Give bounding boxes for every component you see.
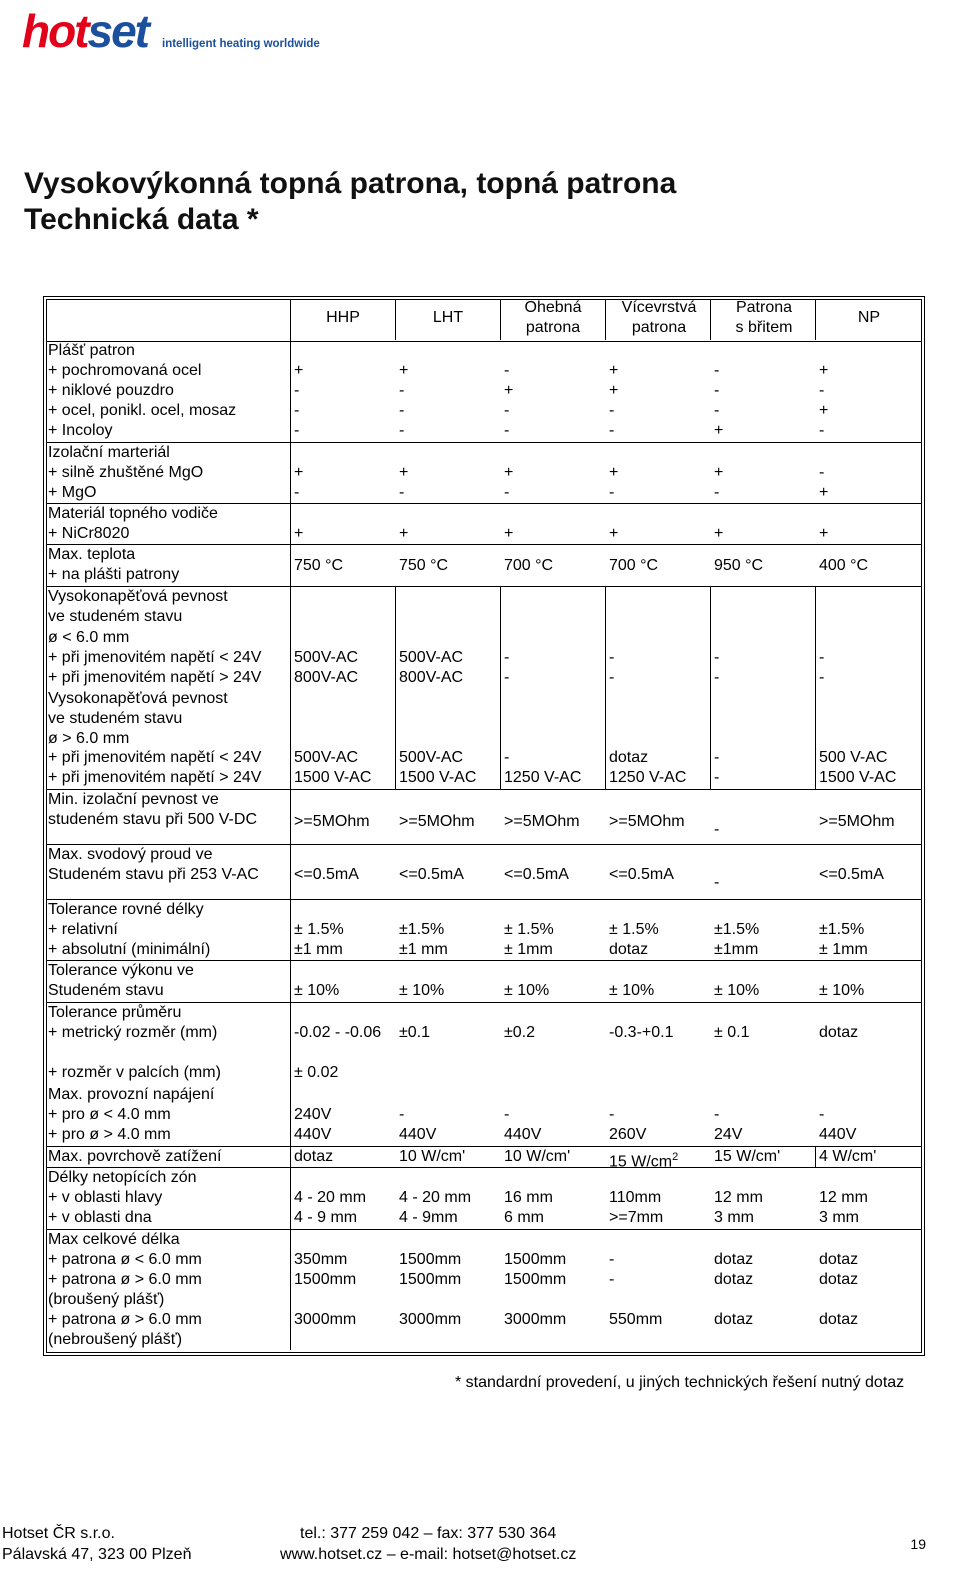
row-divider bbox=[46, 960, 922, 961]
page-number: 19 bbox=[910, 1536, 926, 1552]
row-label: + MgO bbox=[48, 484, 97, 501]
row-label: Vysokonapěťová pevnost bbox=[48, 690, 228, 707]
table-cell: ±1 mm bbox=[294, 941, 343, 958]
table-cell: 1500mm bbox=[504, 1271, 567, 1288]
row-divider bbox=[46, 1229, 922, 1230]
column-divider bbox=[290, 299, 291, 1350]
table-cell: + bbox=[714, 464, 724, 481]
title-line-1: Vysokovýkonná topná patrona, topná patrona bbox=[24, 167, 677, 200]
row-label: + při jmenovitém napětí > 24V bbox=[48, 769, 262, 786]
table-cell: 350mm bbox=[294, 1251, 348, 1268]
table-cell: 800V-AC bbox=[294, 669, 359, 686]
table-cell: - bbox=[399, 382, 405, 399]
table-cell: ±0.1 bbox=[399, 1024, 431, 1041]
footer-phones: tel.: 377 259 042 – fax: 377 530 364 bbox=[300, 1525, 557, 1542]
table-cell: 500V-AC bbox=[294, 649, 359, 666]
table-cell: - bbox=[504, 749, 510, 766]
table-cell: ± 10% bbox=[819, 982, 865, 999]
logo-wordmark: hotset bbox=[22, 5, 148, 57]
table-cell: - bbox=[504, 402, 510, 419]
row-label: Max. teplota bbox=[48, 546, 136, 563]
column-divider bbox=[710, 299, 711, 340]
table-cell: + bbox=[399, 525, 409, 542]
table-cell: 500 V-AC bbox=[819, 749, 888, 766]
table-cell: + bbox=[294, 525, 304, 542]
column-divider bbox=[815, 299, 816, 340]
table-cell: - bbox=[714, 382, 720, 399]
table-cell: 1500 V-AC bbox=[819, 769, 897, 786]
table-cell: 4 - 9mm bbox=[399, 1209, 458, 1226]
row-label: Max celkové délka bbox=[48, 1231, 180, 1248]
table-cell: 440V bbox=[399, 1126, 437, 1143]
table-cell: 16 mm bbox=[504, 1189, 553, 1206]
row-label: + metrický rozměr (mm) bbox=[48, 1024, 218, 1041]
table-cell: - bbox=[714, 874, 720, 891]
table-cell: 4 - 20 mm bbox=[399, 1189, 472, 1206]
table-cell: + bbox=[504, 382, 514, 399]
row-label: + při jmenovitém napětí < 24V bbox=[48, 649, 262, 666]
row-label: + při jmenovitém napětí > 24V bbox=[48, 669, 262, 686]
table-cell: >=5MOhm bbox=[609, 813, 685, 830]
table-cell: -0.02 - -0.06 bbox=[294, 1024, 382, 1041]
row-label: ø > 6.0 mm bbox=[48, 730, 130, 747]
table-cell: + bbox=[819, 525, 829, 542]
column-header-line: HHP bbox=[326, 309, 360, 326]
table-cell: - bbox=[819, 464, 825, 481]
row-label: + relativní bbox=[48, 921, 118, 938]
column-header bbox=[819, 308, 919, 328]
table-cell: - bbox=[609, 649, 615, 666]
table-cell: - bbox=[819, 649, 825, 666]
table-cell: dotaz bbox=[714, 1311, 754, 1328]
table-cell: 1250 V-AC bbox=[504, 769, 582, 786]
table-cell: + bbox=[609, 525, 619, 542]
table-cell: 500V-AC bbox=[399, 649, 464, 666]
column-header bbox=[293, 308, 393, 328]
column-header-line: Patrona bbox=[735, 299, 793, 316]
row-divider bbox=[46, 503, 922, 504]
row-label: + NiCr8020 bbox=[48, 525, 130, 542]
row-label: Max. provozní napájení bbox=[48, 1086, 215, 1103]
table-cell: ±1.5% bbox=[819, 921, 865, 938]
column-header-line: patrona bbox=[631, 319, 687, 336]
column-divider bbox=[395, 299, 396, 340]
table-cell: - bbox=[609, 669, 615, 686]
row-divider bbox=[46, 442, 922, 443]
row-divider bbox=[46, 789, 922, 790]
table-cell: - bbox=[294, 382, 300, 399]
column-divider bbox=[815, 1146, 816, 1167]
row-divider bbox=[46, 341, 922, 342]
table-cell: - bbox=[714, 769, 720, 786]
table-cell: 10 W/cm' bbox=[399, 1148, 466, 1165]
row-label: + patrona ø < 6.0 mm bbox=[48, 1251, 202, 1268]
row-label: Vysokonapěťová pevnost bbox=[48, 588, 228, 605]
table-cell: 550mm bbox=[609, 1311, 663, 1328]
row-label: + patrona ø > 6.0 mm bbox=[48, 1271, 202, 1288]
table-cell: >=5MOhm bbox=[399, 813, 475, 830]
table-cell: 3000mm bbox=[504, 1311, 567, 1328]
row-label: Tolerance průměru bbox=[48, 1004, 182, 1021]
table-cell: dotaz bbox=[609, 941, 649, 958]
table-cell: 440V bbox=[504, 1126, 542, 1143]
table-cell: 1500mm bbox=[294, 1271, 357, 1288]
table-cell: - bbox=[819, 669, 825, 686]
row-label: + ocel, ponikl. ocel, mosaz bbox=[48, 402, 237, 419]
row-label: (nebroušený plášť) bbox=[48, 1331, 183, 1348]
row-label: Plášť patron bbox=[48, 342, 135, 359]
table-cell: - bbox=[609, 484, 615, 501]
table-cell: 750 °C bbox=[294, 557, 344, 574]
table-cell: <=0.5mA bbox=[504, 866, 569, 883]
table-cell: 10 W/cm' bbox=[504, 1148, 571, 1165]
row-label: Studeném stavu při 253 V-AC bbox=[48, 866, 259, 883]
table-cell: ±1mm bbox=[714, 941, 759, 958]
row-label: Materiál topného vodiče bbox=[48, 505, 218, 522]
row-label: + při jmenovitém napětí < 24V bbox=[48, 749, 262, 766]
table-cell: + bbox=[609, 362, 619, 379]
column-header bbox=[398, 308, 498, 328]
row-label: ø < 6.0 mm bbox=[48, 629, 130, 646]
unit-superscript: 2 bbox=[672, 1151, 679, 1163]
table-cell: 1500mm bbox=[399, 1251, 462, 1268]
column-divider bbox=[710, 586, 711, 789]
table-cell: ± 10% bbox=[399, 982, 445, 999]
table-cell: - bbox=[609, 1106, 615, 1123]
row-label: + v oblasti hlavy bbox=[48, 1189, 163, 1206]
table-cell: - bbox=[399, 1106, 405, 1123]
row-label: + patrona ø > 6.0 mm bbox=[48, 1311, 202, 1328]
column-divider bbox=[605, 586, 606, 789]
table-cell: - bbox=[714, 402, 720, 419]
hotset-logo bbox=[22, 5, 322, 57]
table-cell: - bbox=[399, 484, 405, 501]
table-cell: - bbox=[399, 422, 405, 439]
row-divider bbox=[46, 1167, 922, 1168]
table-cell: ± 1.5% bbox=[294, 921, 344, 938]
table-cell: + bbox=[819, 484, 829, 501]
table-cell: - bbox=[294, 422, 300, 439]
table-cell: - bbox=[399, 402, 405, 419]
table-cell: - bbox=[714, 1106, 720, 1123]
table-cell: 750 °C bbox=[399, 557, 449, 574]
table-cell: >=5MOhm bbox=[294, 813, 370, 830]
column-header bbox=[503, 298, 603, 338]
table-cell: 12 mm bbox=[714, 1189, 763, 1206]
table-cell: dotaz bbox=[609, 749, 649, 766]
table-cell: - bbox=[714, 821, 720, 838]
table-cell: <=0.5mA bbox=[294, 866, 359, 883]
table-cell: - bbox=[819, 422, 825, 439]
column-divider bbox=[500, 586, 501, 789]
footer-company: Hotset ČR s.r.o. bbox=[2, 1525, 115, 1542]
table-cell: 3 mm bbox=[714, 1209, 754, 1226]
row-label: + pro ø < 4.0 mm bbox=[48, 1106, 171, 1123]
table-cell: - bbox=[714, 484, 720, 501]
table-cell: dotaz bbox=[819, 1271, 859, 1288]
table-cell: - bbox=[609, 1251, 615, 1268]
row-divider bbox=[46, 586, 922, 587]
table-cell: 3 mm bbox=[819, 1209, 859, 1226]
table-cell: - bbox=[504, 484, 510, 501]
table-cell: <=0.5mA bbox=[399, 866, 464, 883]
table-cell: - bbox=[819, 1106, 825, 1123]
row-label: + absolutní (minimální) bbox=[48, 941, 211, 958]
table-cell: 3000mm bbox=[399, 1311, 462, 1328]
table-cell: + bbox=[504, 525, 514, 542]
table-cell: - bbox=[609, 402, 615, 419]
table-cell: 500V-AC bbox=[399, 749, 464, 766]
table-cell: - bbox=[294, 402, 300, 419]
table-cell: 15 $W/cm^2$ bbox=[609, 1151, 679, 1171]
row-divider bbox=[46, 1146, 922, 1147]
table-cell: + bbox=[714, 525, 724, 542]
row-divider bbox=[46, 899, 922, 900]
row-label: + silně zhuštěné MgO bbox=[48, 464, 204, 481]
table-cell: ± 1.5% bbox=[609, 921, 659, 938]
row-label: Tolerance rovné délky bbox=[48, 901, 204, 918]
table-cell: dotaz bbox=[819, 1311, 859, 1328]
table-cell: ± 1mm bbox=[819, 941, 868, 958]
column-header-line: LHT bbox=[432, 309, 464, 326]
row-label: Délky netopících zón bbox=[48, 1169, 197, 1186]
table-cell: ±1.5% bbox=[399, 921, 445, 938]
table-cell: ± 0.1 bbox=[714, 1024, 750, 1041]
row-label: + rozměr v palcích (mm) bbox=[48, 1064, 221, 1081]
table-cell: - bbox=[504, 669, 510, 686]
table-cell: + bbox=[399, 362, 409, 379]
table-cell: >=5MOhm bbox=[504, 813, 580, 830]
footer-web: www.hotset.cz – e-mail: hotset@hotset.cz bbox=[280, 1546, 577, 1563]
table-cell: - bbox=[714, 649, 720, 666]
row-label: (broušený plášť) bbox=[48, 1291, 165, 1308]
row-label: studeném stavu při 500 V-DC bbox=[48, 811, 257, 828]
column-header-line: Vícevrstvá bbox=[621, 299, 697, 316]
table-cell: - bbox=[714, 669, 720, 686]
table-cell: - bbox=[714, 749, 720, 766]
table-cell: 500V-AC bbox=[294, 749, 359, 766]
table-cell: 6 mm bbox=[504, 1209, 544, 1226]
table-cell: 700 °C bbox=[504, 557, 554, 574]
table-cell: 440V bbox=[294, 1126, 332, 1143]
table-cell: 1500 V-AC bbox=[294, 769, 372, 786]
table-cell: ±1.5% bbox=[714, 921, 760, 938]
table-cell: 12 mm bbox=[819, 1189, 868, 1206]
row-label: ve studeném stavu bbox=[48, 608, 183, 625]
row-label: Tolerance výkonu ve bbox=[48, 962, 194, 979]
row-label: + pochromovaná ocel bbox=[48, 362, 202, 379]
row-label: Studeném stavu bbox=[48, 982, 164, 999]
row-divider bbox=[46, 544, 922, 545]
table-cell: dotaz bbox=[294, 1148, 334, 1165]
column-header bbox=[609, 298, 709, 338]
row-label: + pro ø > 4.0 mm bbox=[48, 1126, 171, 1143]
table-cell: + bbox=[399, 464, 409, 481]
table-cell: 1500mm bbox=[504, 1251, 567, 1268]
table-cell: + bbox=[714, 422, 724, 439]
table-cell: 700 °C bbox=[609, 557, 659, 574]
table-cell: >=7mm bbox=[609, 1209, 664, 1226]
table-cell: 950 °C bbox=[714, 557, 764, 574]
row-label: Izolační marteriál bbox=[48, 444, 170, 461]
logo-tagline: intelligent heating worldwide bbox=[162, 38, 320, 50]
table-cell: 15 W/cm' bbox=[714, 1148, 781, 1165]
table-cell: ± 10% bbox=[714, 982, 760, 999]
table-cell: 400 °C bbox=[819, 557, 869, 574]
table-cell: - bbox=[294, 484, 300, 501]
table-cell: + bbox=[609, 464, 619, 481]
column-header-line: Ohebná bbox=[524, 299, 582, 316]
table-cell: >=5MOhm bbox=[819, 813, 895, 830]
row-divider bbox=[46, 844, 922, 845]
page-title bbox=[24, 166, 676, 238]
table-cell: - bbox=[714, 362, 720, 379]
table-cell: - bbox=[609, 422, 615, 439]
column-header-line: patrona bbox=[525, 319, 581, 336]
table-cell: 1500mm bbox=[399, 1271, 462, 1288]
table-cell: 800V-AC bbox=[399, 669, 464, 686]
row-divider bbox=[46, 1002, 922, 1003]
table-cell: 4 W/cm' bbox=[819, 1148, 877, 1165]
table-cell: 4 - 9 mm bbox=[294, 1209, 358, 1226]
table-cell: 260V bbox=[609, 1126, 647, 1143]
row-label: + niklové pouzdro bbox=[48, 382, 174, 399]
row-label: + Incoloy bbox=[48, 422, 113, 439]
table-cell: 110mm bbox=[609, 1189, 662, 1206]
column-divider bbox=[815, 586, 816, 789]
table-cell: ± 10% bbox=[294, 982, 340, 999]
table-cell: 1250 V-AC bbox=[609, 769, 687, 786]
table-cell: 4 - 20 mm bbox=[294, 1189, 367, 1206]
table-cell: ±1 mm bbox=[399, 941, 448, 958]
table-cell: + bbox=[294, 362, 304, 379]
table-cell: <=0.5mA bbox=[609, 866, 674, 883]
table-cell: ± 10% bbox=[609, 982, 655, 999]
table-cell: + bbox=[609, 382, 619, 399]
table-cell: dotaz bbox=[714, 1251, 754, 1268]
table-cell: - bbox=[504, 1106, 510, 1123]
table-cell: - bbox=[504, 649, 510, 666]
column-header-line: NP bbox=[857, 309, 881, 326]
row-label: ve studeném stavu bbox=[48, 710, 183, 727]
table-cell: dotaz bbox=[819, 1024, 859, 1041]
row-label: + v oblasti dna bbox=[48, 1209, 152, 1226]
table-cell: - bbox=[504, 362, 510, 379]
footnote: * standardní provedení, u jiných technických řešení nutný dotaz bbox=[455, 1374, 905, 1391]
row-label: Min. izolační pevnost ve bbox=[48, 791, 219, 808]
table-cell: ±0.2 bbox=[504, 1024, 536, 1041]
row-label: Max. svodový proud ve bbox=[48, 846, 213, 863]
table-cell: dotaz bbox=[819, 1251, 859, 1268]
table-cell: - bbox=[504, 422, 510, 439]
table-cell: + bbox=[819, 402, 829, 419]
row-label: + na plášti patrony bbox=[48, 566, 180, 583]
row-label: Max. povrchově zatížení bbox=[48, 1148, 222, 1165]
table-cell: dotaz bbox=[714, 1271, 754, 1288]
table-cell: 1500 V-AC bbox=[399, 769, 477, 786]
table-cell: ± 10% bbox=[504, 982, 550, 999]
table-cell: + bbox=[819, 362, 829, 379]
column-divider bbox=[395, 586, 396, 789]
column-divider bbox=[500, 299, 501, 340]
table-cell: <=0.5mA bbox=[819, 866, 884, 883]
table-cell: ± 1.5% bbox=[504, 921, 554, 938]
table-cell: + bbox=[294, 464, 304, 481]
table-cell: + bbox=[504, 464, 514, 481]
column-header-line: s břitem bbox=[735, 319, 793, 336]
table-cell: - bbox=[819, 382, 825, 399]
table-cell: ± 1mm bbox=[504, 941, 553, 958]
table-cell: 3000mm bbox=[294, 1311, 357, 1328]
footer-address: Pálavská 47, 323 00 Plzeň bbox=[2, 1546, 192, 1563]
table-cell: - bbox=[609, 1271, 615, 1288]
title-line-2: Technická data * bbox=[24, 203, 259, 236]
table-cell: ± 0.02 bbox=[294, 1064, 339, 1081]
table-cell: 440V bbox=[819, 1126, 857, 1143]
table-cell: 24V bbox=[714, 1126, 743, 1143]
table-cell: -0.3-+0.1 bbox=[609, 1024, 674, 1041]
column-header bbox=[714, 298, 814, 338]
table-cell: 240V bbox=[294, 1106, 332, 1123]
column-divider bbox=[605, 299, 606, 340]
